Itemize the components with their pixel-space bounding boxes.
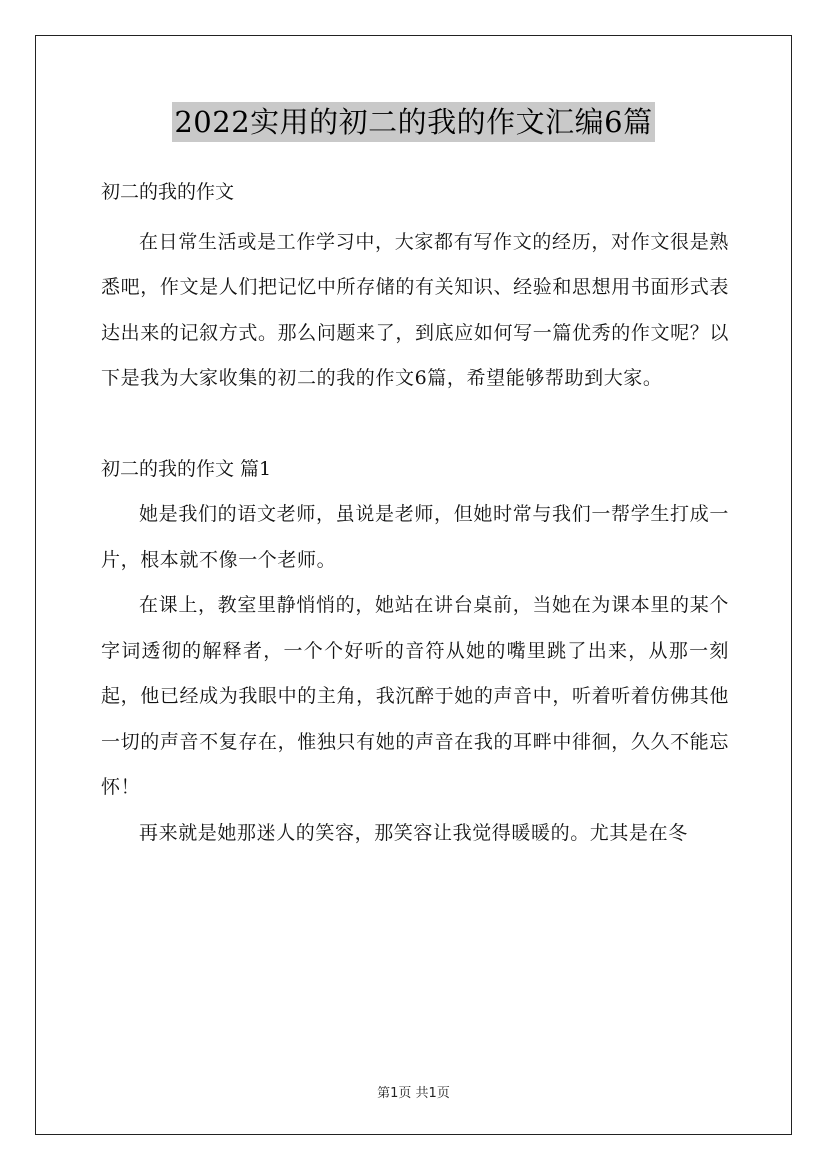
intro-heading: 初二的我的作文 <box>101 181 235 203</box>
title-container <box>0 102 827 142</box>
intro-paragraph: 在日常生活或是工作学习中，大家都有写作文的经历，对作文很是熟悉吧，作文是人们把记忆中所存储的有关知识、经验和思想用书面形式表达出来的记叙方式。那么问题来了，到底应如何写一篇优秀的作文呢？以下是我为大家收集的初二的我的作文6篇，希望能够帮助到大家。 <box>101 230 729 389</box>
document-title: 2022实用的初二的我的作文汇编6篇 <box>172 102 654 142</box>
document-body <box>101 170 729 856</box>
section1-heading: 初二的我的作文 篇1 <box>101 457 272 480</box>
page-footer: 第1页 共1页 <box>377 1086 450 1101</box>
section1-paragraph-1: 她是我们的语文老师，虽说是老师，但她时常与我们一帮学生打成一片，根本就不像一个老师。 <box>101 503 729 571</box>
spacer <box>101 402 729 447</box>
section1-paragraph-3: 再来就是她那迷人的笑容，那笑容让我觉得暖暖的。尤其是在冬 <box>139 821 688 844</box>
section1-paragraph-2: 在课上，教室里静悄悄的，她站在讲台桌前，当她在为课本里的某个字词透彻的解释者，一个个好听的音符从她的嘴里跳了出来，从那一刻起，他已经成为我眼中的主角，我沉醉于她的声音中，听着听着仿佛其他一切的声音不复存在，惟独只有她的声音在我的耳畔中徘徊，久久不能忘怀！ <box>101 594 729 798</box>
